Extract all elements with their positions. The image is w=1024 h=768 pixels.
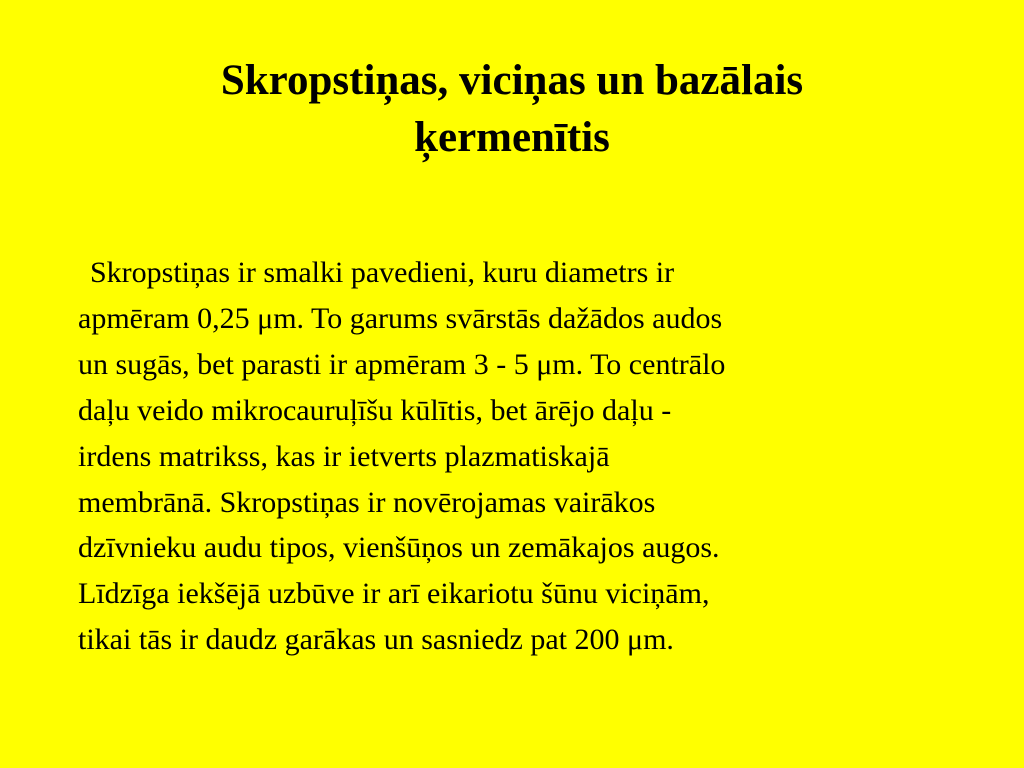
body-line: tikai tās ir daudz garākas un sasniedz pat 200 μm. [78, 623, 674, 657]
title-line: Skropstiņas, viciņas un bazālais [220, 57, 804, 104]
body-line: Skropstiņas ir smalki pavedieni, kuru diametrs ir [90, 256, 675, 289]
body-paragraph [78, 250, 958, 663]
body-line: apmēram 0,25 μm. To garums svārstās dažādos audos [78, 301, 723, 335]
body-line: un sugās, bet parasti ir apmēram 3 - 5 μm. To centrālo [78, 347, 726, 381]
slide-title [0, 52, 1024, 166]
body-line: dzīvnieku audu tipos, vienšūņos un zemākajos augos. [78, 531, 720, 565]
body-line: membrānā. Skropstiņas ir novērojamas vairākos [78, 485, 656, 519]
body-line: irdens matrikss, kas ir ietverts plazmatiskajā [78, 439, 610, 473]
body-line: daļu veido mikrocauruļīšu kūlītis, bet ārējo daļu - [78, 393, 672, 427]
title-line: ķermenītis [414, 114, 610, 161]
body-line: Līdzīga iekšējā uzbūve ir arī eikariotu šūnu viciņām, [78, 577, 710, 611]
